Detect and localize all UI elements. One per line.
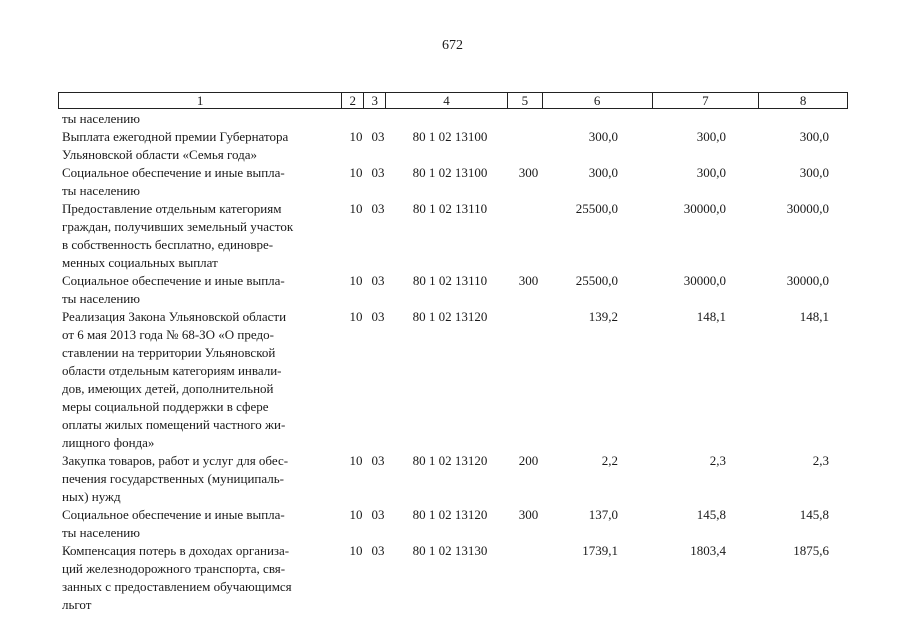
row-description (62, 452, 341, 506)
description-line: ты населению (62, 183, 140, 198)
amount-col-6: 139,2 (588, 309, 618, 324)
description-line: Закупка товаров, работ и услуг для обес- (62, 453, 289, 468)
amount-col-8: 300,0 (799, 165, 829, 180)
row-description (62, 272, 341, 308)
expense-type-code (511, 542, 546, 614)
column-header-3: 3 (363, 93, 385, 108)
description-line: ты населению (62, 525, 140, 540)
column-header-2: 2 (341, 93, 363, 108)
description-line: граждан, получивших земельный участок (62, 219, 294, 234)
amount-col-7: 30000,0 (683, 273, 726, 288)
subsection-code: 03 (371, 507, 385, 522)
section-code: 10 (349, 543, 363, 558)
description-line: ты населению (62, 291, 140, 306)
amount-col-6: 1739,1 (582, 543, 618, 558)
description-line: ций железнодорожного транспорта, свя- (62, 561, 286, 576)
description-line: Ульяновской области «Семья года» (62, 147, 257, 162)
section-code: 10 (349, 201, 363, 216)
table-row (62, 110, 852, 128)
section-code: 10 (349, 309, 363, 324)
row-description (62, 200, 341, 272)
subsection-code: 03 (371, 309, 385, 324)
description-line: меры социальной поддержки в сфере (62, 399, 269, 414)
expense-type-code: 300 (518, 165, 539, 180)
amount-col-6: 25500,0 (575, 201, 618, 216)
description-line: Компенсация потерь в доходах организа- (62, 543, 290, 558)
column-header-7: 7 (652, 93, 759, 108)
description-line: Социальное обеспечение и иные выпла- (62, 165, 285, 180)
expense-type-code (511, 200, 546, 272)
page-number: 672 (442, 38, 463, 53)
section-code: 10 (349, 507, 363, 522)
amount-col-8: 30000,0 (786, 273, 829, 288)
column-header-6: 6 (542, 93, 652, 108)
column-header-5: 5 (507, 93, 542, 108)
description-line: занных с предоставлением обучающимся (62, 579, 292, 594)
amount-col-8 (763, 110, 852, 128)
description-line: Реализация Закона Ульяновской области (62, 309, 287, 324)
table-row (62, 200, 852, 272)
description-line: от 6 мая 2013 года № 68-ЗО «О предо- (62, 327, 274, 342)
amount-col-7: 300,0 (696, 129, 726, 144)
expense-type-code: 300 (518, 507, 539, 522)
description-line: Выплата ежегодной премии Губернатора (62, 129, 289, 144)
section-code: 10 (349, 165, 363, 180)
description-line: ты населению (62, 111, 140, 126)
table-row (62, 272, 852, 308)
amount-col-7: 1803,4 (690, 543, 726, 558)
section-code (341, 110, 367, 128)
amount-col-7: 145,8 (696, 507, 726, 522)
amount-col-6: 2,2 (601, 453, 618, 468)
subsection-code: 03 (371, 201, 385, 216)
amount-col-6: 25500,0 (575, 273, 618, 288)
description-line: Предоставление отдельным категориям (62, 201, 282, 216)
section-code: 10 (349, 453, 363, 468)
section-code: 10 (349, 273, 363, 288)
description-line: печения государственных (муниципаль- (62, 471, 285, 486)
amount-col-6: 300,0 (588, 165, 618, 180)
table-row (62, 308, 852, 452)
table-header (58, 92, 848, 109)
row-description (62, 506, 341, 542)
subsection-code: 03 (371, 129, 385, 144)
target-article-code: 80 1 02 13120 (412, 453, 488, 468)
description-line: дов, имеющих детей, дополнительной (62, 381, 274, 396)
amount-col-8: 145,8 (799, 507, 829, 522)
amount-col-6: 300,0 (588, 129, 618, 144)
column-header-4: 4 (385, 93, 507, 108)
description-line: менных социальных выплат (62, 255, 218, 270)
table-row (62, 164, 852, 200)
column-header-1: 1 (196, 93, 204, 108)
target-article-code: 80 1 02 13120 (412, 507, 488, 522)
expense-type-code (511, 308, 546, 452)
description-line: оплаты жилых помещений частного жи- (62, 417, 286, 432)
amount-col-7: 148,1 (696, 309, 726, 324)
target-article-code: 80 1 02 13120 (412, 309, 488, 324)
amount-col-6: 137,0 (588, 507, 618, 522)
description-line: Социальное обеспечение и иные выпла- (62, 273, 285, 288)
amount-col-7: 300,0 (696, 165, 726, 180)
amount-col-7: 30000,0 (683, 201, 726, 216)
description-line: лищного фонда» (62, 435, 155, 450)
amount-col-8: 148,1 (799, 309, 829, 324)
amount-col-6 (546, 110, 656, 128)
amount-col-8: 1875,6 (793, 543, 829, 558)
amount-col-8: 30000,0 (786, 201, 829, 216)
row-description (62, 308, 341, 452)
target-article-code: 80 1 02 13110 (412, 201, 488, 216)
table-row (62, 128, 852, 164)
description-line: ставлении на территории Ульяновской (62, 345, 276, 360)
subsection-code: 03 (371, 453, 385, 468)
description-line: льгот (62, 597, 92, 612)
target-article-code: 80 1 02 13100 (412, 165, 488, 180)
subsection-code: 03 (371, 543, 385, 558)
subsection-code (367, 110, 389, 128)
table-row (62, 452, 852, 506)
row-description (62, 128, 341, 164)
amount-col-8: 300,0 (799, 129, 829, 144)
description-line: в собственность бесплатно, единовре- (62, 237, 274, 252)
description-line: ных) нужд (62, 489, 121, 504)
section-code: 10 (349, 129, 363, 144)
row-description (62, 542, 341, 614)
target-article-code: 80 1 02 13130 (412, 543, 488, 558)
target-article-code: 80 1 02 13110 (412, 273, 488, 288)
description-line: области отдельным категориям инвали- (62, 363, 282, 378)
column-header-8: 8 (758, 93, 847, 108)
subsection-code: 03 (371, 165, 385, 180)
amount-col-7: 2,3 (709, 453, 726, 468)
table-body (62, 110, 852, 614)
amount-col-8: 2,3 (812, 453, 829, 468)
expense-type-code: 300 (518, 273, 539, 288)
subsection-code: 03 (371, 273, 385, 288)
table-row (62, 506, 852, 542)
expense-type-code (511, 110, 546, 128)
amount-col-7 (656, 110, 763, 128)
expense-type-code: 200 (518, 453, 539, 468)
target-article-code (389, 110, 511, 128)
description-line: Социальное обеспечение и иные выпла- (62, 507, 285, 522)
table-row (62, 542, 852, 614)
row-description (62, 110, 341, 128)
expense-type-code (511, 128, 546, 164)
target-article-code: 80 1 02 13100 (412, 129, 488, 144)
row-description (62, 164, 341, 200)
